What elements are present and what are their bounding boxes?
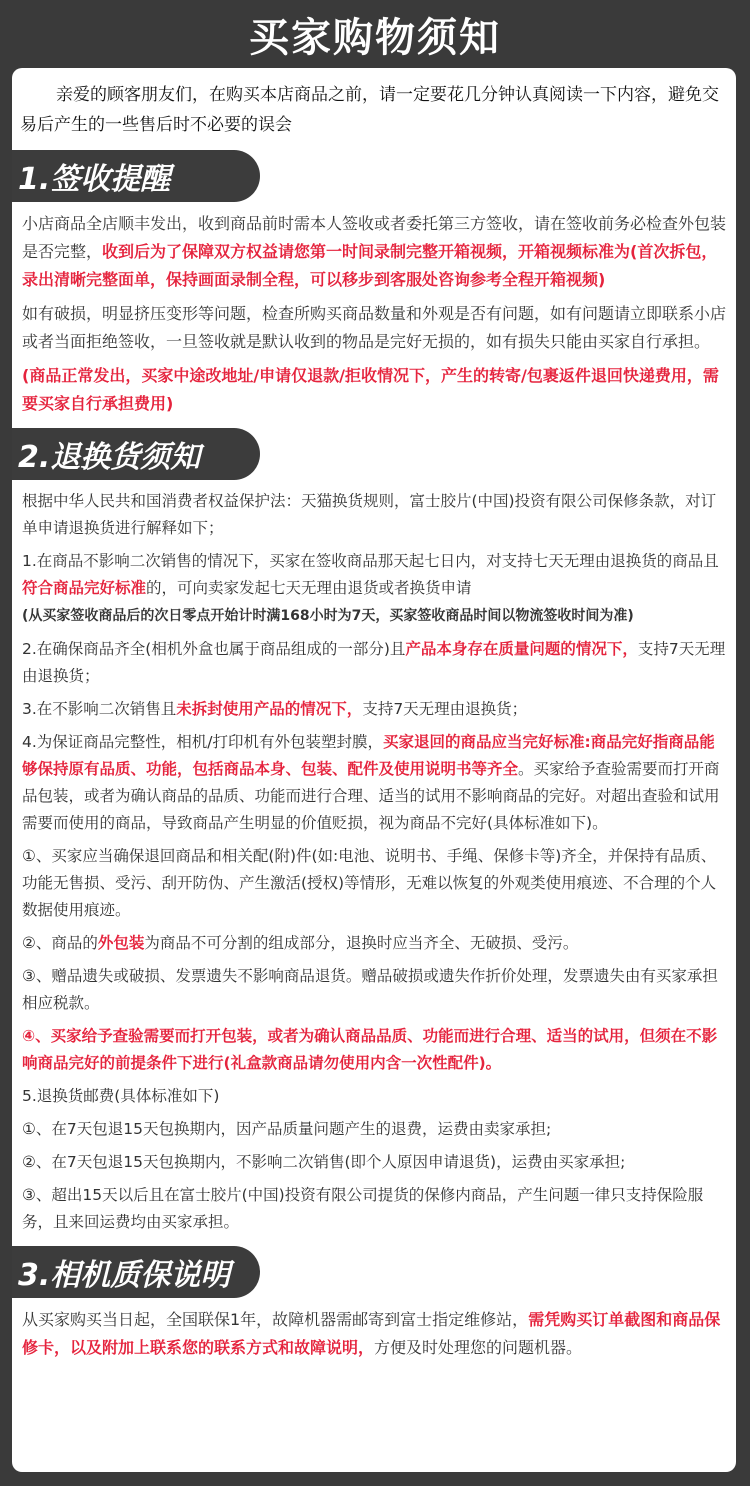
standard-2-a: ②、商品的 xyxy=(22,934,98,952)
sign-paragraph-3: (商品正常发出，买家中途改地址/申请仅退款/拒收情况下，产生的转寄/包裹返件退回快递费用，需要买家自行承担费用) xyxy=(22,366,719,413)
return-item-1 xyxy=(22,548,726,630)
standard-3: ③、赠品遗失或破损、发票遗失不影响商品退货。赠品破损或遗失作折价处理，发票遗失由有买家承担相应税款。 xyxy=(22,967,718,1012)
standard-2-red: 外包装 xyxy=(97,934,145,952)
return-item-1-red: 符合商品完好标准 xyxy=(22,579,147,597)
content-panel xyxy=(12,68,736,1472)
return-item-2-a: 2.在确保商品齐全(相机外盒也属于商品组成的一部分)且 xyxy=(22,640,406,658)
page-title: 买家购物须知 xyxy=(249,14,501,61)
standard-4: ④、买家给予查验需要而打开包装，或者为确认商品品质、功能而进行合理、适当的试用，但须在不影响商品完好的前提条件下进行(礼盒款商品请勿使用内含一次性配件)。 xyxy=(22,1027,718,1072)
sign-paragraph-2: 如有破损，明显挤压变形等问题，检查所购买商品数量和外观是否有问题，如有问题请立即联系小店或者当面拒绝签收，一旦签收就是默认收到的物品是完好无损的，如有损失只能由买家自行承担。 xyxy=(22,304,727,351)
return-item-2-red: 产品本身存在质量问题的情况下， xyxy=(405,640,638,658)
section-1-body xyxy=(12,210,736,418)
shipping-fee-2: ②、在7天包退15天包换期内，不影响二次销售(即个人原因申请退货)，运费由买家承担; xyxy=(22,1153,626,1171)
warranty-a: 从买家购买当日起，全国联保1年，故障机器需邮寄到富士指定维修站， xyxy=(22,1310,529,1329)
section-2-body xyxy=(12,488,736,1236)
return-item-3-b: 支持7天无理由退换货； xyxy=(362,700,528,718)
warranty-red: 需凭购买订单截图和商品保修卡，以及附加上联系您的联系方式和故障说明， xyxy=(22,1310,721,1357)
return-item-3-red: 未拆封使用产品的情况下， xyxy=(176,700,363,718)
warranty-text xyxy=(22,1306,726,1362)
warranty-b: 方便及时处理您的问题机器。 xyxy=(374,1338,583,1357)
return-item-2-b: 支持7天无理由退换货； xyxy=(22,640,726,685)
shipping-fee-1: ①、在7天包退15天包换期内，因产品质量问题产生的退费，运费由卖家承担; xyxy=(22,1120,552,1138)
return-item-3-a: 3.在不影响二次销售且 xyxy=(22,700,177,718)
intro-body: 亲爱的顾客朋友们，在购买本店商品之前，请一定要花几分钟认真阅读一下内容，避免交易后产生的一些售后时不必要的误会 xyxy=(20,85,719,135)
section-3-body xyxy=(12,1306,736,1362)
section-1-heading xyxy=(12,150,260,202)
return-item-4-a: 4.为保证商品完整性，相机/打印机有外包装塑封膜， xyxy=(22,733,384,751)
sign-red-text: 收到后为了保障双方权益请您第一时间录制完整开箱视频，开箱视频标准为(首次拆包，录出清晰完整面单，保持画面录制全程，可以移步到客服处咨询参考全程开箱视频) xyxy=(22,242,718,289)
return-item-1-note: (从买家签收商品后的次日零点开始计时满168小时为7天，买家签收商品时间以物流签收时间为准) xyxy=(22,608,634,624)
standard-2 xyxy=(22,930,726,957)
section-3-title: 3.相机质保说明 xyxy=(18,1258,231,1293)
section-2-heading xyxy=(12,428,260,480)
shipping-fee-3: ③、超出15天以后且在富士胶片(中国)投资有限公司提货的保修内商品，产生问题一律只支持保险服务，且来回运费均由买家承担。 xyxy=(22,1186,704,1231)
return-item-1-b: 的，可向卖家发起七天无理由退货或者换货申请 xyxy=(146,579,472,597)
intro-text xyxy=(12,68,736,140)
standard-2-b: 为商品不可分割的组成部分，退换时应当齐全、无破损、受污。 xyxy=(144,934,579,952)
return-item-3 xyxy=(22,696,726,723)
section-2-title: 2.退换货须知 xyxy=(18,440,201,475)
sign-paragraph-1 xyxy=(22,210,726,294)
section-1-title: 1.签收提醒 xyxy=(18,162,171,197)
return-item-4 xyxy=(22,729,726,837)
return-item-4-b: 。买家给予查验需要而打开商品包装，或者为确认商品的品质、功能而进行合理、适当的试用不影响商品的完好。对超出查验和试用需要而使用的商品，导致商品产生明显的价值贬损，视为商品不完好(具体标准如下)。 xyxy=(22,760,720,832)
return-intro: 根据中华人民共和国消费者权益保护法：天猫换货规则，富士胶片(中国)投资有限公司保修条款，对订单申请退换货进行解释如下； xyxy=(22,492,717,537)
title-bar xyxy=(0,0,750,68)
sign-text: 小店商品全店顺丰发出，收到商品前时需本人签收或者委托第三方签收，请在签收前务必检查外包装是否完整， xyxy=(22,214,727,261)
standard-1: ①、买家应当确保退回商品和相关配(附)件(如:电池、说明书、手绳、保修卡等)齐全，并保持有品质、功能无售损、受污、刮开防伪、产生激活(授权)等情形，无难以恢复的外观类使用痕迹、不合理的个人数据使用痕迹。 xyxy=(22,847,717,919)
shipping-fee-title: 5.退换货邮费(具体标准如下) xyxy=(22,1087,220,1105)
return-item-1-a: 1.在商品不影响二次销售的情况下，买家在签收商品那天起七日内，对支持七天无理由退换货的商品且 xyxy=(22,552,719,570)
section-3-heading xyxy=(12,1246,260,1298)
return-item-4-red: 买家退回的商品应当完好标准:商品完好指商品能够保持原有品质、功能，包括商品本身、包装、配件及使用说明书等齐全 xyxy=(22,733,715,778)
return-item-2 xyxy=(22,636,726,690)
